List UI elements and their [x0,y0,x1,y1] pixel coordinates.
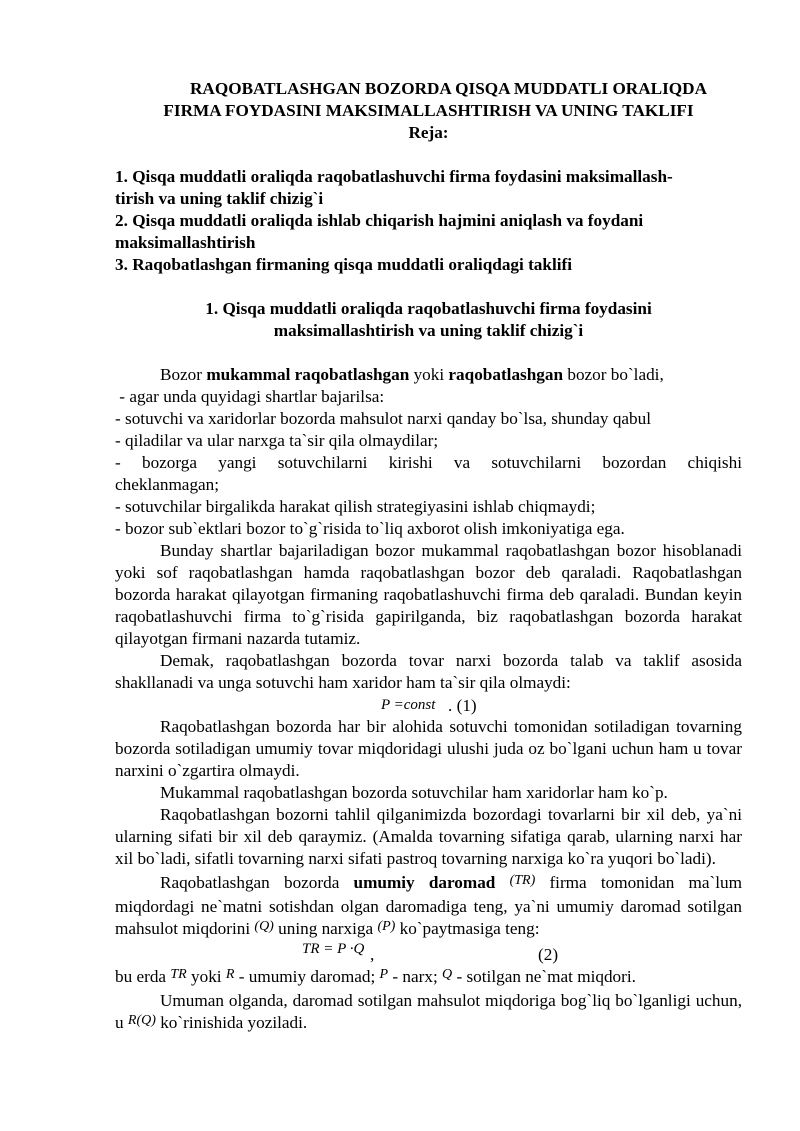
tr-symbol: TR [170,967,187,982]
p8-text-3: - umumiy daromad; [234,967,380,986]
document-title [115,78,742,144]
plan-heading: Reja: [408,123,449,142]
p8-text-5: - sotilgan ne`mat miqdori. [452,967,636,986]
paragraph-total-revenue [115,872,742,942]
tr-symbol: (TR) [509,873,536,888]
title-line-1: RAQOBATLASHGAN BOZORDA QISQA MUDDATLI ORALIQDA [190,79,707,98]
p8-text-1: bu erda [115,967,171,986]
condition-item: - bozor sub`ektlari bozor to`g`risida to`liq axborot olish imkoniyatiga ega. [115,519,625,538]
p1-bold-1: mukammal raqobatlashgan [206,365,410,384]
plan-item-1-line-2: tirish va uning taklif chizig`i [115,189,324,208]
formula-1 [115,694,742,716]
p7-text-1: Raqobatlashgan bozorda [160,873,354,892]
paragraph-price-formation: Demak, raqobatlashgan bozorda tovar narxi bozorda talab va taklif asosida shakllanadi va unga sotuvchi ham xaridor ham ta`sir qila olmaydi: [115,651,742,692]
plan-item-2 [115,210,742,254]
p7-text-3: uning narxiga [273,919,378,938]
formula-2-expression: TR = P ·Q [302,941,365,957]
formula-2-number: (2) [538,945,559,964]
q-symbol: Q [442,967,453,982]
p7-text-2: firma tomonidan ma`lum miqdordagi ne`matni sotishdan olgan daromadiga teng, ya`ni umumiy daromad sotilgan mahsulot miqdorini [115,873,743,938]
title-line-2: FIRMA FOYDASINI MAKSIMALLASHTIRISH VA UNING TAKLIFI [163,101,694,120]
condition-item: - bozorga yangi sotuvchilarni kirishi va sotuvchilarni bozordan chiqishi cheklanmagan; [115,453,742,494]
plan-item-2-line-2: maksimallashtirish [115,233,256,252]
condition-item: - qiladilar va ular narxga ta`sir qila olmaydilar; [115,431,439,450]
paragraph-seller-share: Raqobatlashgan bozorda har bir alohida sotuvchi tomonidan sotiladigan tovarning bozorda sotiladigan umumiy tovar miqdoridagi ulushi juda oz bo`lgani uchun ham u tovar narxini o`zgartira olmaydi. [115,717,742,780]
q-symbol: (Q) [254,919,274,934]
plan-list [115,166,742,276]
paragraph-competitive-market: Bunday shartlar bajariladigan bozor mukammal raqobatlashgan bozor hisoblanadi yoki sof raqobatlashgan hamda raqobatlashgan bozor deb qaraladi. Raqobatlashgan bozorda harakat qilayotgan firmaning raqobatlashuvchi firma deb qaraladi. Bundan keyin raqobatlashuvchi firma to`g`risida gapirilganda, biz raqobatlashgan bozorda harakat qilayotgan firmani nazarda tutamiz. [115,541,742,648]
condition-item: - sotuvchi va xaridorlar bozorda mahsulot narxi qanday bo`lsa, shunday qabul [115,409,652,428]
paragraph-revenue-function [115,990,742,1036]
plan-item-3-line-1: 3. Raqobatlashgan firmaning qisqa muddatli oraliqdagi taklifi [115,255,573,274]
p1-text-1: Bozor [160,365,207,384]
p9-text-2: ko`rinishida yoziladi. [155,1013,308,1032]
paragraph-many-participants: Mukammal raqobatlashgan bozorda sotuvchilar ham xaridorlar ham ko`p. [160,783,668,802]
formula-1-number: . (1) [448,696,477,715]
plan-item-1 [115,166,742,210]
formula-2-comma: , [370,945,375,964]
section-1-heading-line-2: maksimallashtirish va uning taklif chizig`i [273,321,584,340]
paragraph-homogeneous-goods: Raqobatlashgan bozorni tahlil qilganimizda bozordagi tovarlarni bir xil deb, ya`ni ularning sifati bir xil deb qaraymiz. (Amalda tovarning sifatiga qarab, ularning narxi har xil bo`ladi, sifatli tovarning narxi sifati pastroq tovarning narxiga ko`ra yuqori bo`ladi). [115,805,742,868]
p9-text-1: Umuman olganda, daromad sotilgan mahsulot miqdoriga bog`liq bo`lganligi uchun, u [115,991,742,1032]
plan-item-2-line-1: 2. Qisqa muddatli oraliqda ishlab chiqarish hajmini aniqlash va foydani [115,211,644,230]
p1-text-3: bozor bo`ladi, [563,365,664,384]
total-revenue-term: umumiy daromad [353,873,496,892]
p1-text-2: yoki [409,365,449,384]
condition-item: - sotuvchilar birgalikda harakat qilish strategiyasini ishlab chiqmaydi; [115,497,596,516]
p1-bold-2: raqobatlashgan [448,365,564,384]
rq-symbol: R(Q) [127,1013,156,1028]
p8-text-2: yoki [186,967,226,986]
p-symbol: P [379,967,389,982]
plan-item-1-line-1: 1. Qisqa muddatli oraliqda raqobatlashuvchi firma foydasini maksimallash- [115,167,673,186]
plan-item-3 [115,254,742,276]
p7-text-4: ko`paytmasiga teng: [395,919,540,938]
section-1-heading-line-1: 1. Qisqa muddatli oraliqda raqobatlashuvchi firma foydasini [205,299,652,318]
section-1-heading [115,298,742,342]
paragraph-legend [115,966,742,990]
p8-text-4: - narx; [388,967,443,986]
condition-intro: - agar unda quyidagi shartlar bajarilsa: [115,387,385,406]
formula-2 [115,942,742,964]
formula-1-expression: P =const [381,697,436,713]
document-page [115,78,742,1036]
r-symbol: R [225,967,235,982]
p-symbol: (P) [377,919,396,934]
paragraph-definition [115,364,742,386]
